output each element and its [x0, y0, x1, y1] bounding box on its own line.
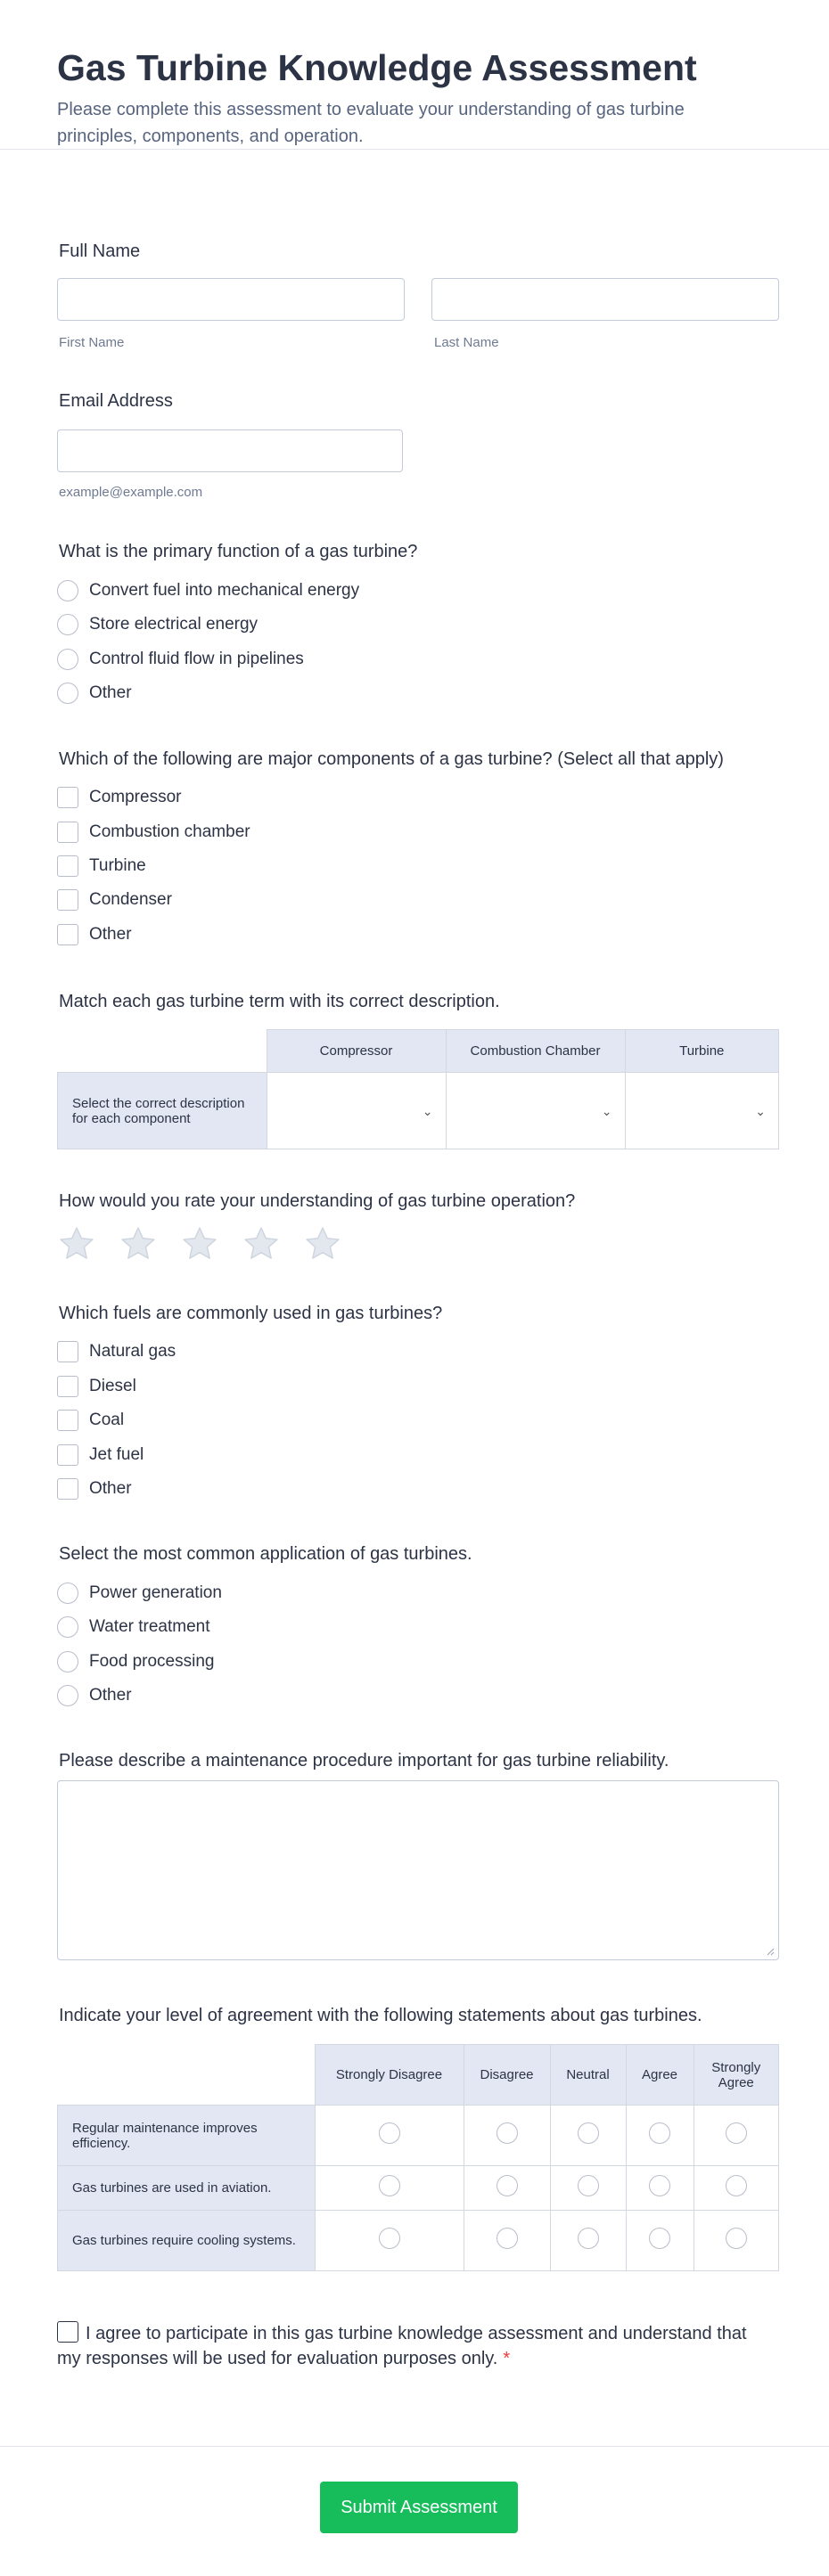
- likert-cell[interactable]: [694, 2211, 779, 2271]
- q1-option[interactable]: [57, 681, 132, 706]
- q1-option-label: Other: [89, 683, 132, 702]
- q2-option[interactable]: [57, 854, 146, 879]
- checkbox-icon[interactable]: [57, 1478, 78, 1500]
- checkbox-icon[interactable]: [57, 1444, 78, 1466]
- q6-option[interactable]: [57, 1649, 214, 1674]
- consent-field: [57, 2321, 770, 2371]
- first-name-input[interactable]: [57, 278, 405, 321]
- matching-column-header: Compressor: [267, 1030, 446, 1073]
- q1-option-label: Store electrical energy: [89, 615, 259, 634]
- checkbox-icon[interactable]: [57, 822, 78, 843]
- likert-cell[interactable]: [464, 2211, 550, 2271]
- radio-icon[interactable]: [379, 2228, 400, 2249]
- radio-icon[interactable]: [578, 2228, 599, 2249]
- q4-label: How would you rate your understanding of gas turbine operation?: [59, 1191, 576, 1211]
- radio-icon[interactable]: [649, 2228, 670, 2249]
- q2-option-label: Combustion chamber: [89, 822, 250, 841]
- star-icon[interactable]: [57, 1224, 96, 1263]
- form-title: Gas Turbine Knowledge Assessment: [57, 47, 697, 88]
- q6-option[interactable]: [57, 1683, 132, 1708]
- q5-option[interactable]: [57, 1374, 136, 1399]
- q6-option-label: Water treatment: [89, 1617, 210, 1636]
- star-icon[interactable]: [242, 1224, 281, 1263]
- likert-cell[interactable]: [315, 2106, 464, 2166]
- agreement-column-header: Neutral: [550, 2045, 626, 2106]
- chevron-down-icon: ⌄: [601, 1103, 612, 1118]
- agreement-table: [57, 2044, 779, 2271]
- q2-option-label: Other: [89, 925, 132, 944]
- last-name-input[interactable]: [431, 278, 779, 321]
- q1-label: What is the primary function of a gas turbine?: [59, 542, 418, 561]
- radio-icon[interactable]: [57, 1582, 78, 1604]
- q1-option[interactable]: [57, 578, 359, 603]
- agreement-question: [57, 2003, 779, 2270]
- combustion-chamber-select[interactable]: [446, 1073, 625, 1149]
- consent-checkbox[interactable]: [57, 2321, 78, 2343]
- q2-option[interactable]: [57, 887, 172, 912]
- matching-question: [57, 989, 779, 1154]
- empty-corner-cell: [58, 1030, 267, 1073]
- checkbox-icon[interactable]: [57, 787, 78, 808]
- radio-icon[interactable]: [649, 2175, 670, 2196]
- likert-cell[interactable]: [626, 2166, 694, 2211]
- radio-icon[interactable]: [649, 2122, 670, 2144]
- major-components-question: [57, 747, 779, 961]
- radio-icon[interactable]: [578, 2175, 599, 2196]
- q8-label: Indicate your level of agreement with the following statements about gas turbines.: [59, 2006, 702, 2025]
- radio-icon[interactable]: [57, 1685, 78, 1706]
- q5-option-label: Jet fuel: [89, 1445, 144, 1464]
- fuels-question: [57, 1301, 779, 1515]
- q2-option[interactable]: [57, 922, 132, 947]
- q5-option[interactable]: [57, 1476, 132, 1501]
- form-header: [0, 0, 829, 150]
- q5-option[interactable]: [57, 1339, 176, 1364]
- checkbox-icon[interactable]: [57, 924, 78, 945]
- agreement-row-label: Regular maintenance improves efficiency.: [58, 2106, 316, 2166]
- radio-icon[interactable]: [379, 2122, 400, 2144]
- checkbox-icon[interactable]: [57, 1410, 78, 1431]
- q6-option-label: Other: [89, 1686, 132, 1705]
- agreement-column-header: Strongly Disagree: [315, 2045, 464, 2106]
- full-name-label: Full Name: [59, 241, 141, 261]
- first-name-sublabel: First Name: [59, 335, 125, 350]
- resize-handle-icon[interactable]: [766, 1947, 775, 1956]
- q2-option-label: Condenser: [89, 890, 172, 909]
- radio-icon[interactable]: [57, 649, 78, 670]
- q6-option-label: Power generation: [89, 1583, 222, 1602]
- q6-label: Select the most common application of gas turbines.: [59, 1544, 472, 1564]
- q2-option-label: Turbine: [89, 856, 146, 875]
- primary-function-question: [57, 539, 779, 717]
- email-sublabel: example@example.com: [59, 485, 203, 500]
- submit-button[interactable]: Submit Assessment: [320, 2482, 518, 2533]
- likert-cell[interactable]: [626, 2106, 694, 2166]
- q1-option-label: Control fluid flow in pipelines: [89, 650, 304, 668]
- star-icon[interactable]: [119, 1224, 158, 1263]
- chevron-down-icon: ⌄: [755, 1103, 766, 1118]
- q1-option[interactable]: [57, 647, 304, 672]
- q1-option-label: Convert fuel into mechanical energy: [89, 581, 360, 600]
- agreement-column-header: Disagree: [464, 2045, 550, 2106]
- empty-corner-cell: [58, 2045, 316, 2106]
- likert-cell[interactable]: [694, 2106, 779, 2166]
- q7-label: Please describe a maintenance procedure important for gas turbine reliability.: [59, 1751, 669, 1770]
- radio-icon[interactable]: [497, 2175, 518, 2196]
- radio-icon[interactable]: [57, 614, 78, 635]
- maintenance-textarea[interactable]: [57, 1780, 779, 1960]
- matching-column-header: Turbine: [625, 1030, 779, 1073]
- compressor-select[interactable]: [267, 1073, 446, 1149]
- full-name-field: [57, 239, 779, 355]
- q2-option[interactable]: [57, 820, 250, 845]
- matching-row-label: Select the correct description for each component: [58, 1073, 267, 1149]
- radio-icon[interactable]: [726, 2122, 747, 2144]
- likert-cell[interactable]: [694, 2166, 779, 2211]
- matching-table: [57, 1029, 779, 1149]
- q3-label: Match each gas turbine term with its correct description.: [59, 992, 500, 1011]
- email-field: [57, 388, 779, 504]
- q6-option[interactable]: [57, 1581, 222, 1606]
- star-icon[interactable]: [180, 1224, 219, 1263]
- q5-option-label: Coal: [89, 1411, 125, 1429]
- form-subtitle: Please complete this assessment to evaluate your understanding of gas turbine principles, components, and operation.: [57, 100, 685, 146]
- likert-cell[interactable]: [464, 2166, 550, 2211]
- turbine-select[interactable]: [625, 1073, 779, 1149]
- likert-cell[interactable]: [550, 2166, 626, 2211]
- radio-icon[interactable]: [379, 2175, 400, 2196]
- agreement-row-label: Gas turbines are used in aviation.: [58, 2166, 316, 2211]
- checkbox-icon[interactable]: [57, 1376, 78, 1397]
- likert-cell[interactable]: [550, 2211, 626, 2271]
- q6-option[interactable]: [57, 1615, 210, 1640]
- radio-icon[interactable]: [57, 1651, 78, 1672]
- rating-question: [57, 1189, 779, 1269]
- radio-icon[interactable]: [497, 2122, 518, 2144]
- likert-cell[interactable]: [550, 2106, 626, 2166]
- agreement-row-label: Gas turbines require cooling systems.: [58, 2211, 316, 2271]
- radio-icon[interactable]: [57, 1616, 78, 1638]
- q1-option[interactable]: [57, 612, 258, 637]
- last-name-sublabel: Last Name: [434, 335, 499, 350]
- radio-icon[interactable]: [578, 2122, 599, 2144]
- checkbox-icon[interactable]: [57, 1341, 78, 1362]
- checkbox-icon[interactable]: [57, 855, 78, 877]
- q5-label: Which fuels are commonly used in gas turbines?: [59, 1304, 443, 1323]
- q2-label: Which of the following are major components of a gas turbine? (Select all that apply): [59, 749, 724, 769]
- likert-cell[interactable]: [464, 2106, 550, 2166]
- checkbox-icon[interactable]: [57, 889, 78, 911]
- q5-option[interactable]: [57, 1408, 124, 1433]
- radio-icon[interactable]: [726, 2175, 747, 2196]
- application-question: [57, 1542, 779, 1720]
- likert-cell[interactable]: [315, 2166, 464, 2211]
- radio-icon[interactable]: [57, 580, 78, 601]
- q5-option-label: Diesel: [89, 1377, 136, 1395]
- agreement-column-header: Agree: [626, 2045, 694, 2106]
- q2-option[interactable]: [57, 785, 181, 810]
- footer-divider: [0, 2446, 829, 2447]
- radio-icon[interactable]: [57, 683, 78, 704]
- star-rating: [57, 1224, 414, 1269]
- matching-column-header: Combustion Chamber: [446, 1030, 625, 1073]
- likert-cell[interactable]: [315, 2211, 464, 2271]
- radio-icon[interactable]: [726, 2228, 747, 2249]
- q6-option-label: Food processing: [89, 1652, 215, 1671]
- email-label: Email Address: [59, 391, 173, 411]
- q5-option-label: Natural gas: [89, 1342, 176, 1361]
- likert-cell[interactable]: [626, 2211, 694, 2271]
- required-mark: *: [503, 2349, 511, 2368]
- q5-option[interactable]: [57, 1443, 144, 1468]
- q5-option-label: Other: [89, 1479, 132, 1498]
- consent-text: I agree to participate in this gas turbine knowledge assessment and understand that my responses will be used for evaluation purposes only.: [57, 2324, 747, 2368]
- maintenance-question: [57, 1748, 779, 1967]
- chevron-down-icon: ⌄: [422, 1103, 433, 1118]
- star-icon[interactable]: [303, 1224, 342, 1263]
- email-input[interactable]: [57, 429, 403, 472]
- q2-option-label: Compressor: [89, 788, 182, 806]
- agreement-column-header: Strongly Agree: [694, 2045, 779, 2106]
- radio-icon[interactable]: [497, 2228, 518, 2249]
